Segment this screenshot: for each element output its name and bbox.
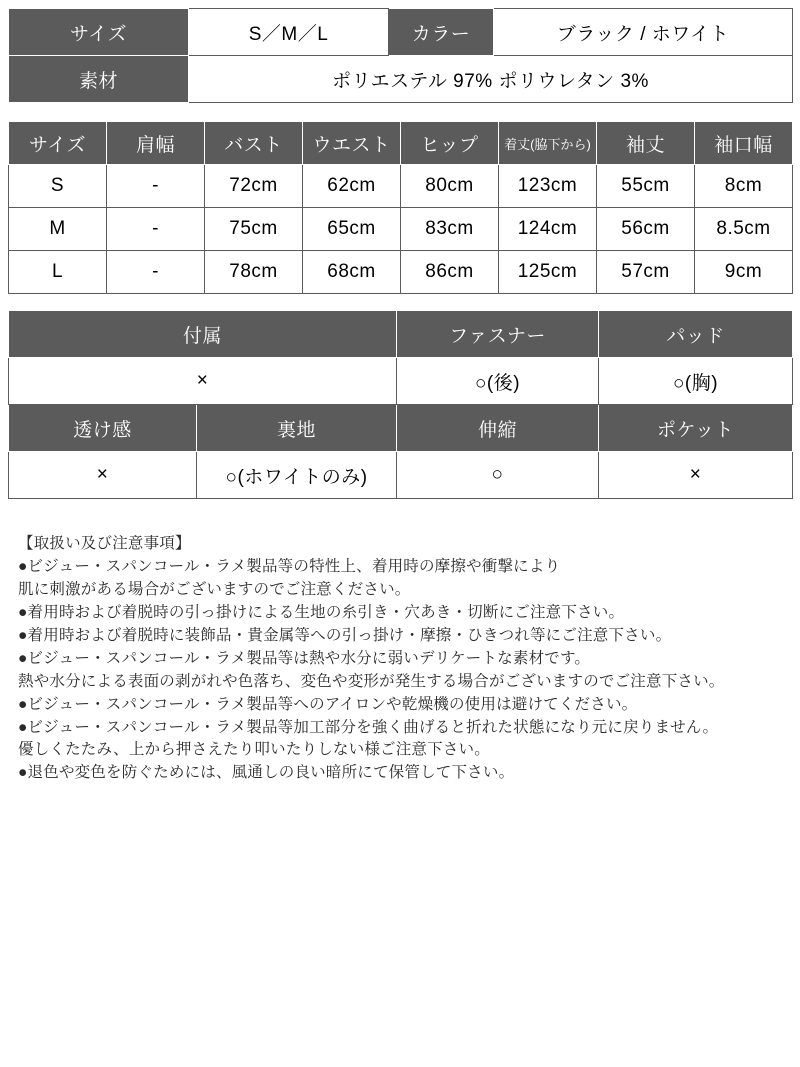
cell: 9cm <box>695 251 793 294</box>
care-note-line: ●ビジュー・スパンコール・ラメ製品等へのアイロンや乾燥機の使用は避けてください。 <box>18 695 638 713</box>
cell: 78cm <box>205 251 303 294</box>
detail-header-sheer: 透け感 <box>9 405 197 452</box>
cell: - <box>107 251 205 294</box>
detail-value-pocket: × <box>599 452 793 499</box>
measurement-header-size: サイズ <box>9 122 107 165</box>
care-note-line: ●ビジュー・スパンコール・ラメ製品等は熱や水分に弱いデリケートな素材です。 <box>18 649 591 667</box>
spec-table <box>8 8 793 103</box>
care-note-line: ●着用時および着脱時に装飾品・貴金属等への引っ掛け・摩擦・ひきつれ等にご注意下さい。 <box>18 626 672 644</box>
measurement-header-shoulder: 肩幅 <box>107 122 205 165</box>
table-header-row <box>9 311 793 358</box>
detail-header-pad: パッド <box>599 311 793 358</box>
spacer <box>8 294 792 310</box>
cell: 125cm <box>499 251 597 294</box>
measurement-header-cuff: 袖口幅 <box>695 122 793 165</box>
table-row <box>9 452 793 499</box>
detail-header-accessory: 付属 <box>9 311 397 358</box>
measurement-header-waist: ウエスト <box>303 122 401 165</box>
detail-table <box>8 310 793 499</box>
detail-value-sheer: × <box>9 452 197 499</box>
measurement-header-bust: バスト <box>205 122 303 165</box>
detail-value-pad: ○(胸) <box>599 358 793 405</box>
care-note-line: 優しくたたみ、上から押さえたり叩いたりしない様ご注意下さい。 <box>18 741 490 759</box>
spacer <box>8 103 792 121</box>
cell: L <box>9 251 107 294</box>
cell: 62cm <box>303 165 401 208</box>
care-note-line: 熱や水分による表面の剥がれや色落ち、変色や変形が発生する場合がございますのでご注意下さい。 <box>18 672 725 690</box>
cell: 55cm <box>597 165 695 208</box>
care-note-line: ●着用時および着脱時の引っ掛けによる生地の糸引き・穴あき・切断にご注意下さい。 <box>18 603 625 621</box>
care-note-line: 肌に刺激がある場合がございますのでご注意ください。 <box>18 580 411 598</box>
care-note-line: ●退色や変色を防ぐためには、風通しの良い暗所にて保管して下さい。 <box>18 764 515 782</box>
table-row <box>9 251 793 294</box>
cell: 86cm <box>401 251 499 294</box>
spec-value-size: S／M／L <box>189 9 389 56</box>
detail-value-lining: ○(ホワイトのみ) <box>197 452 397 499</box>
detail-header-lining: 裏地 <box>197 405 397 452</box>
cell: 65cm <box>303 208 401 251</box>
spec-label-material: 素材 <box>9 56 189 103</box>
cell: 124cm <box>499 208 597 251</box>
spec-value-material: ポリエステル 97% ポリウレタン 3% <box>189 56 793 103</box>
care-note-line: ●ビジュー・スパンコール・ラメ製品等の特性上、着用時の摩擦や衝撃により <box>18 557 561 575</box>
measurement-table <box>8 121 793 294</box>
cell: - <box>107 165 205 208</box>
detail-value-stretch: ○ <box>397 452 599 499</box>
spec-label-color: カラー <box>389 9 494 56</box>
table-row <box>9 165 793 208</box>
cell: 8.5cm <box>695 208 793 251</box>
measurement-header-hip: ヒップ <box>401 122 499 165</box>
cell: 72cm <box>205 165 303 208</box>
table-header-row <box>9 405 793 452</box>
measurement-header-length: 着丈(脇下から) <box>499 122 597 165</box>
cell: 68cm <box>303 251 401 294</box>
cell: 57cm <box>597 251 695 294</box>
cell: 56cm <box>597 208 695 251</box>
care-notes <box>8 533 792 785</box>
spec-label-size: サイズ <box>9 9 189 56</box>
cell: - <box>107 208 205 251</box>
detail-value-accessory: × <box>9 358 397 405</box>
detail-header-pocket: ポケット <box>599 405 793 452</box>
detail-header-stretch: 伸縮 <box>397 405 599 452</box>
measurement-header-sleeve: 袖丈 <box>597 122 695 165</box>
care-note-line: ●ビジュー・スパンコール・ラメ製品等加工部分を強く曲げると折れた状態になり元に戻りません。 <box>18 718 719 736</box>
detail-header-zipper: ファスナー <box>397 311 599 358</box>
detail-value-zipper: ○(後) <box>397 358 599 405</box>
cell: 83cm <box>401 208 499 251</box>
cell: S <box>9 165 107 208</box>
cell: 8cm <box>695 165 793 208</box>
cell: 80cm <box>401 165 499 208</box>
cell: M <box>9 208 107 251</box>
table-row <box>9 358 793 405</box>
spec-value-color: ブラック / ホワイト <box>494 9 793 56</box>
table-row <box>9 9 793 56</box>
table-header-row <box>9 122 793 165</box>
table-row <box>9 56 793 103</box>
cell: 123cm <box>499 165 597 208</box>
cell: 75cm <box>205 208 303 251</box>
table-row <box>9 208 793 251</box>
care-notes-title: 【取扱い及び注意事項】 <box>18 535 191 552</box>
